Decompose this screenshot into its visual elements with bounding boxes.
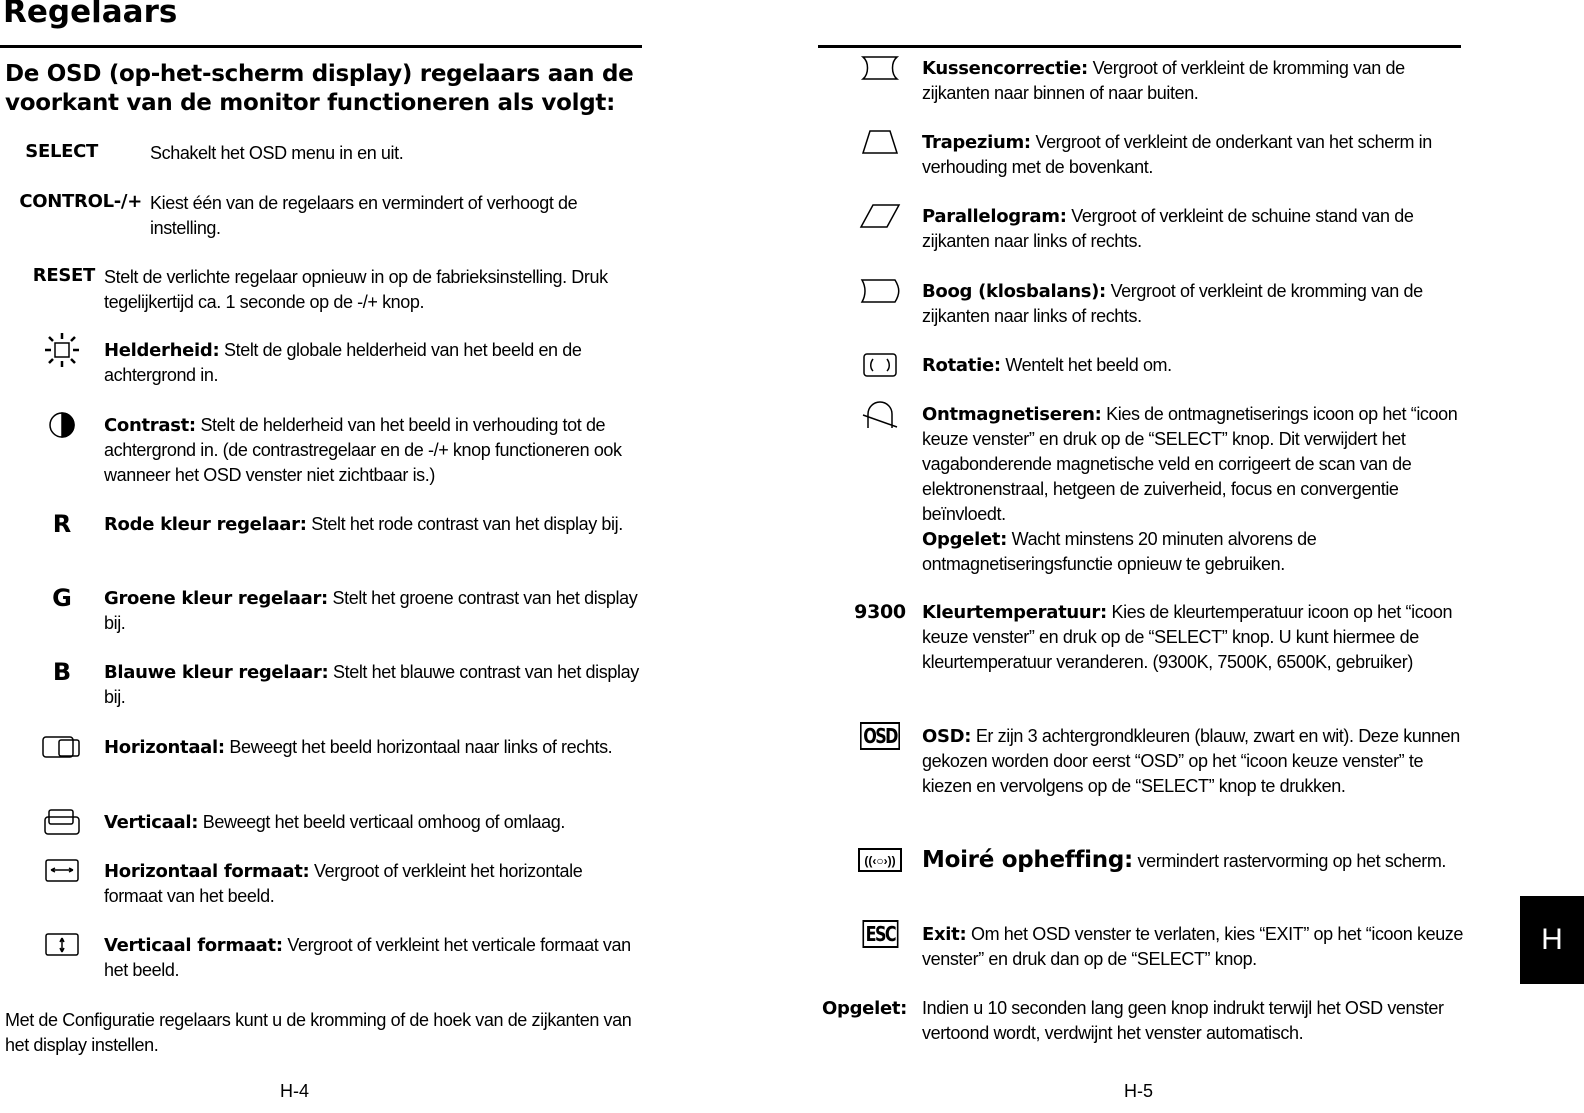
svg-text:((‹○›)): ((‹○›)) <box>864 854 896 868</box>
g-letter-icon: G <box>52 584 72 612</box>
h-position-icon <box>37 727 87 767</box>
b-letter-icon: B <box>52 658 72 686</box>
degauss-icon <box>855 394 905 434</box>
section-tab: H <box>1520 896 1584 984</box>
item-text: Vergroot of verkleint het horizontale formaat van het beeld. <box>104 861 583 906</box>
item-text: Kies de kleurtemperatuur icoon op het “icoon keuze venster” en druk op de “SELECT” knop. U kunt hiermee de kleurtemperatuur veranderen. (9300K, 7500K, 6500K, gebruiker) <box>922 602 1453 672</box>
pin-balance-icon <box>855 271 905 311</box>
moire-icon <box>855 840 905 880</box>
page-number: H-4 <box>280 1081 310 1101</box>
item-title: Moiré opheffing: <box>922 847 1133 873</box>
item-text: vermindert rastervorming op het scherm. <box>1137 851 1447 871</box>
item-title: Groene kleur regelaar: <box>104 588 328 609</box>
item-text: Stelt het groene contrast van het display bij. <box>104 588 638 633</box>
item-title: Verticaal: <box>104 812 199 833</box>
item-title: OSD: <box>922 726 972 747</box>
item-text: Stelt de helderheid van het beeld in verhouding tot de achtergrond in. (de contrastregelaar en de -/+ knop functioneren ook wanneer het OSD venster niet zichtbaar is.) <box>104 415 622 485</box>
item-title: Horizontaal formaat: <box>104 861 310 882</box>
item-title: Parallelogram: <box>922 206 1067 227</box>
item-text: Stelt de globale helderheid van het beeld en de achtergrond in. <box>104 340 582 385</box>
intro-heading: De OSD (op-het-scherm display) regelaars aan de voorkant van de monitor functioneren als volgt: <box>5 61 634 116</box>
page-title: Regelaars <box>3 0 178 30</box>
item-title: Ontmagnetiseren: <box>922 404 1102 425</box>
h-size-icon <box>37 851 87 891</box>
divider <box>818 45 1461 48</box>
item-title: Blauwe kleur regelaar: <box>104 662 329 683</box>
page-number: H-5 <box>1124 1081 1154 1101</box>
warning-label: Opgelet: <box>822 998 908 1019</box>
item-title: Kussencorrectie: <box>922 58 1088 79</box>
item-title: Helderheid: <box>104 340 220 361</box>
esc-icon: ESC <box>855 914 905 954</box>
key-label: CONTROL-/+ <box>19 191 142 212</box>
right-footer <box>822 996 1482 1046</box>
item-title: Trapezium: <box>922 132 1031 153</box>
divider <box>0 45 642 48</box>
item-text: Vergroot of verkleint de schuine stand van de zijkanten naar links of rechts. <box>922 206 1414 251</box>
item-title: Kleurtemperatuur: <box>922 602 1107 623</box>
key-description: Stelt de verlichte regelaar opnieuw in op de fabrieksinstelling. Druk tegelijkertijd ca. 1 seconde op de -/+ knop. <box>104 267 608 312</box>
item-text: Vergroot of verkleint het verticale formaat van het beeld. <box>104 935 631 980</box>
item-title: Rode kleur regelaar: <box>104 514 307 535</box>
color-temp-icon: 9300 <box>854 601 906 623</box>
r-letter-icon: R <box>52 510 72 538</box>
warning-text: Indien u 10 seconden lang geen knop indrukt terwijl het OSD venster vertoond wordt, verdwijnt het venster automatisch. <box>922 998 1444 1043</box>
item-title: Exit: <box>922 924 967 945</box>
item-text: Er zijn 3 achtergrondkleuren (blauw, zwart en wit). Deze kunnen gekozen worden door eerst “OSD” op het “icoon keuze venster” te kiezen en vervolgens op de “SELECT” knop te drukken. <box>922 726 1460 796</box>
item-text: Beweegt het beeld horizontaal naar links of rechts. <box>229 737 613 757</box>
v-position-icon <box>37 802 87 842</box>
brightness-icon <box>37 330 87 370</box>
item-title: Rotatie: <box>922 355 1001 376</box>
key-label: RESET <box>32 265 95 286</box>
item-title: Horizontaal: <box>104 737 225 758</box>
parallelogram-icon <box>855 196 905 236</box>
left-footer: Met de Configuratie regelaars kunt u de kromming of de hoek van de zijkanten van het display instellen. <box>5 1010 632 1055</box>
item-text: Beweegt het beeld verticaal omhoog of omlaag. <box>202 812 565 832</box>
item-text: Om het OSD venster te verlaten, kies “EXIT” op het “icoon keuze venster” en druk dan op de “SELECT” knop. <box>922 924 1464 969</box>
rotation-icon <box>855 345 905 385</box>
item-note-title: Opgelet: <box>922 529 1008 550</box>
item-text: Stelt het rode contrast van het display bij. <box>311 514 623 534</box>
item-note-text: Wacht minstens 20 minuten alvorens de ontmagnetiseringsfunctie opnieuw te gebruiken. <box>922 529 1317 574</box>
item-text: Vergroot of verkleint de kromming van de zijkanten naar binnen of naar buiten. <box>922 58 1405 103</box>
item-text: Kies de ontmagnetiserings icoon op het “icoon keuze venster” en druk op de “SELECT” knop. Dit verwijdert het vagabonderende magnetische veld en corrigeert de scan van de elektronenstraal, hetgeen de zuiverheid, focus en convergentie beïnvloedt. <box>922 404 1458 524</box>
pincushion-icon <box>855 48 905 88</box>
contrast-icon <box>37 405 87 445</box>
key-label: SELECT <box>25 141 98 162</box>
osd-icon: OSD <box>855 716 905 756</box>
trapezoid-icon <box>855 122 905 162</box>
key-description: Schakelt het OSD menu in en uit. <box>150 143 404 163</box>
v-size-icon <box>37 925 87 965</box>
item-text: Vergroot of verkleint de onderkant van het scherm in verhouding met de bovenkant. <box>922 132 1432 177</box>
item-text: Vergroot of verkleint de kromming van de zijkanten naar links of rechts. <box>922 281 1423 326</box>
item-title: Boog (klosbalans): <box>922 281 1106 302</box>
item-text: Wentelt het beeld om. <box>1005 355 1172 375</box>
item-title: Contrast: <box>104 415 196 436</box>
key-description: Kiest één van de regelaars en vermindert of verhoogt de instelling. <box>150 193 578 238</box>
item-title: Verticaal formaat: <box>104 935 283 956</box>
item-text: Stelt het blauwe contrast van het display bij. <box>104 662 639 707</box>
